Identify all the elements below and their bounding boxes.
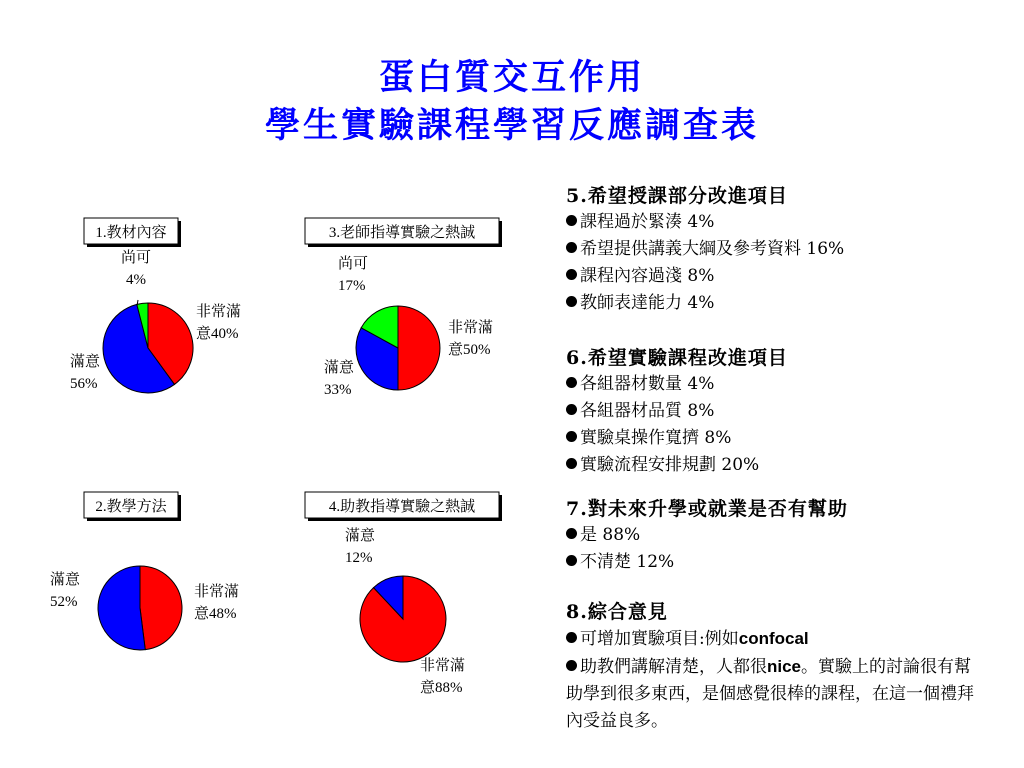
slice-value-label: 56% xyxy=(70,376,98,392)
bullet-icon xyxy=(566,528,577,539)
section-7 xyxy=(566,496,996,576)
section-5 xyxy=(566,183,996,317)
title-line-1: 蛋白質交互作用 xyxy=(378,57,645,98)
list-item: 是 88% xyxy=(566,522,996,549)
slice-label: 尚可 xyxy=(120,250,152,266)
bullet-icon xyxy=(566,431,577,442)
slice-label: 尚可 xyxy=(338,256,369,272)
section-6-heading: 6.希望實驗課程改進項目 xyxy=(566,347,788,369)
chart-title: 2.教學方法 xyxy=(95,499,167,515)
list-item: 實驗流程安排規劃 20% xyxy=(566,452,996,479)
slice-value-label: 12% xyxy=(345,550,373,566)
slice-label: 滿意 xyxy=(324,360,355,376)
slice-label: 滿意 xyxy=(70,354,101,370)
list-item: 希望提供講義大綱及參考資料 16% xyxy=(566,236,996,263)
bullet-icon xyxy=(566,242,577,253)
list-item: 各組器材數量 4% xyxy=(566,371,996,398)
section-7-heading: 7.對未來升學或就業是否有幫助 xyxy=(566,498,848,520)
list-item: 課程過於緊湊 4% xyxy=(566,209,996,236)
section-8-heading: 8.綜合意見 xyxy=(566,601,668,623)
list-item: 不清楚 12% xyxy=(566,549,996,576)
slice-label: 滿意 xyxy=(50,572,81,588)
section-5-heading: 5.希望授課部分改進項目 xyxy=(566,185,788,207)
list-item: 教師表達能力 4% xyxy=(566,290,996,317)
slice-label: 非常滿 xyxy=(196,304,242,320)
title-line-2: 學生實驗課程學習反應調查表 xyxy=(264,105,759,146)
bullet-icon xyxy=(566,458,577,469)
section-8 xyxy=(566,599,988,735)
bullet-icon xyxy=(566,215,577,226)
slice-value-label: 4% xyxy=(126,272,146,288)
list-item: 助教們講解清楚，人都很nice。實驗上的討論很有幫助學到很多東西，是個感覺很棒的課程，在這一個禮拜內受益良多。 xyxy=(566,657,974,731)
slice-value-label: 52% xyxy=(50,594,78,610)
slice-value-label: 33% xyxy=(324,382,352,398)
slice-value-label: 17% xyxy=(338,278,366,294)
bullet-icon xyxy=(566,377,577,388)
bullet-icon xyxy=(566,404,577,415)
bullet-icon xyxy=(566,632,577,643)
chart-title: 3.老師指導實驗之熱誠 xyxy=(328,225,476,241)
slice-value-label: 意50% xyxy=(448,342,491,358)
list-item: 各組器材品質 8% xyxy=(566,398,996,425)
bullet-icon xyxy=(566,660,577,671)
slice-value-label: 意88% xyxy=(420,680,463,696)
slice-value-label: 意48% xyxy=(194,606,237,622)
pie-slice xyxy=(398,306,440,390)
pie-slice xyxy=(98,566,145,650)
chart-title: 1.教材內容 xyxy=(95,225,167,241)
slice-label: 非常滿 xyxy=(194,584,240,600)
section-6 xyxy=(566,345,996,479)
bullet-icon xyxy=(566,269,577,280)
chart-title: 4.助教指導實驗之熱誠 xyxy=(328,499,476,515)
pie-slice xyxy=(140,566,182,650)
list-item: 課程內容過淺 8% xyxy=(566,263,996,290)
bullet-icon xyxy=(566,555,577,566)
slice-label: 滿意 xyxy=(345,528,376,544)
slice-value-label: 意40% xyxy=(196,326,239,342)
list-item: 可增加實驗項目:例如confocal xyxy=(566,625,988,653)
bullet-icon xyxy=(566,296,577,307)
list-item: 實驗桌操作寬擠 8% xyxy=(566,425,996,452)
slice-label: 非常滿 xyxy=(448,320,494,336)
slice-label: 非常滿 xyxy=(420,658,466,674)
